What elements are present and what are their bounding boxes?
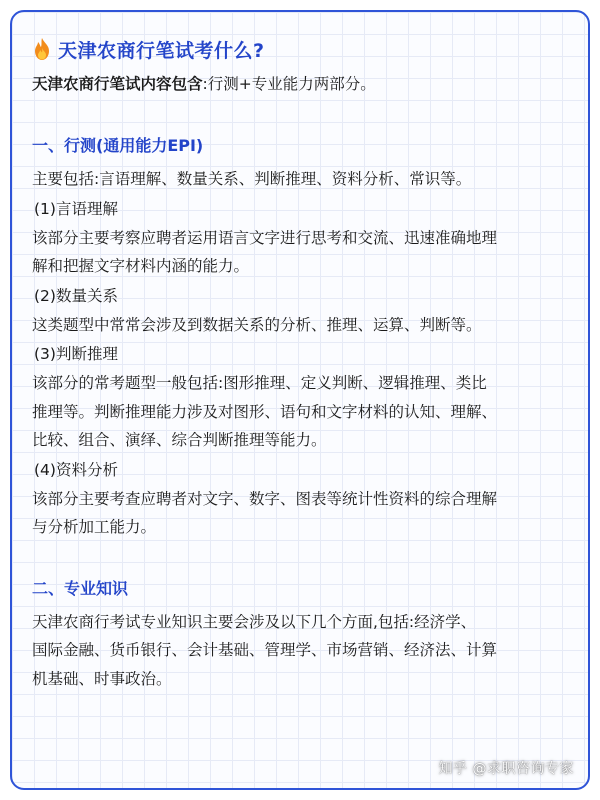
item-text-line: 该部分主要考察应聘者运用语言文字进行思考和交流、迅速准确地理: [32, 228, 498, 247]
item-text-line: 与分析加工能力。: [32, 518, 157, 536]
page-title: 天津农商行笔试考什么?: [58, 39, 265, 62]
item-text-line: 这类题型中常常会涉及到数据关系的分析、推理、运算、判断等。: [32, 315, 482, 334]
item-text-line: 解和把握文字材料内涵的能力。: [32, 257, 250, 275]
section1-summary: 主要包括:言语理解、数量关系、判断推理、资料分析、常识等。: [32, 170, 472, 188]
section2-text-line: 机基础、时事政治。: [32, 669, 172, 688]
item-label: (1)言语理解: [34, 199, 118, 218]
title-row: [32, 36, 568, 62]
item-label: (2)数量关系: [34, 286, 118, 305]
item-text-line: 比较、组合、演绎、综合判断推理等能力。: [32, 431, 327, 449]
watermark: 知乎 @求职咨询专家: [438, 761, 574, 777]
intro-bold: 天津农商行笔试内容包含: [32, 75, 203, 93]
intro-rest: :行测+专业能力两部分。: [202, 75, 376, 93]
item-label: (4)资料分析: [34, 460, 118, 479]
item-text-line: 推理等。判断推理能力涉及对图形、语句和文字材料的认知、理解、: [32, 402, 498, 421]
item-text-line: 该部分的常考题型一般包括:图形推理、定义判断、逻辑推理、类比: [32, 374, 487, 392]
section-xingce: [32, 133, 568, 542]
content-card: [10, 10, 590, 790]
fire-icon: [32, 37, 52, 61]
section2-text-line: 国际金融、货币银行、会计基础、管理学、市场营销、经济法、计算: [32, 641, 498, 659]
section-professional: [32, 576, 568, 694]
item-text-line: 该部分主要考查应聘者对文字、数字、图表等统计性资料的综合理解: [32, 489, 498, 508]
item-label: (3)判断推理: [34, 345, 118, 363]
section2-text-line: 天津农商行考试专业知识主要会涉及以下几个方面,包括:经济学、: [32, 612, 477, 631]
section1-heading: 一、行测(通用能力EPI): [32, 136, 204, 155]
section2-heading: 二、专业知识: [32, 578, 129, 598]
intro-line: [32, 71, 568, 97]
